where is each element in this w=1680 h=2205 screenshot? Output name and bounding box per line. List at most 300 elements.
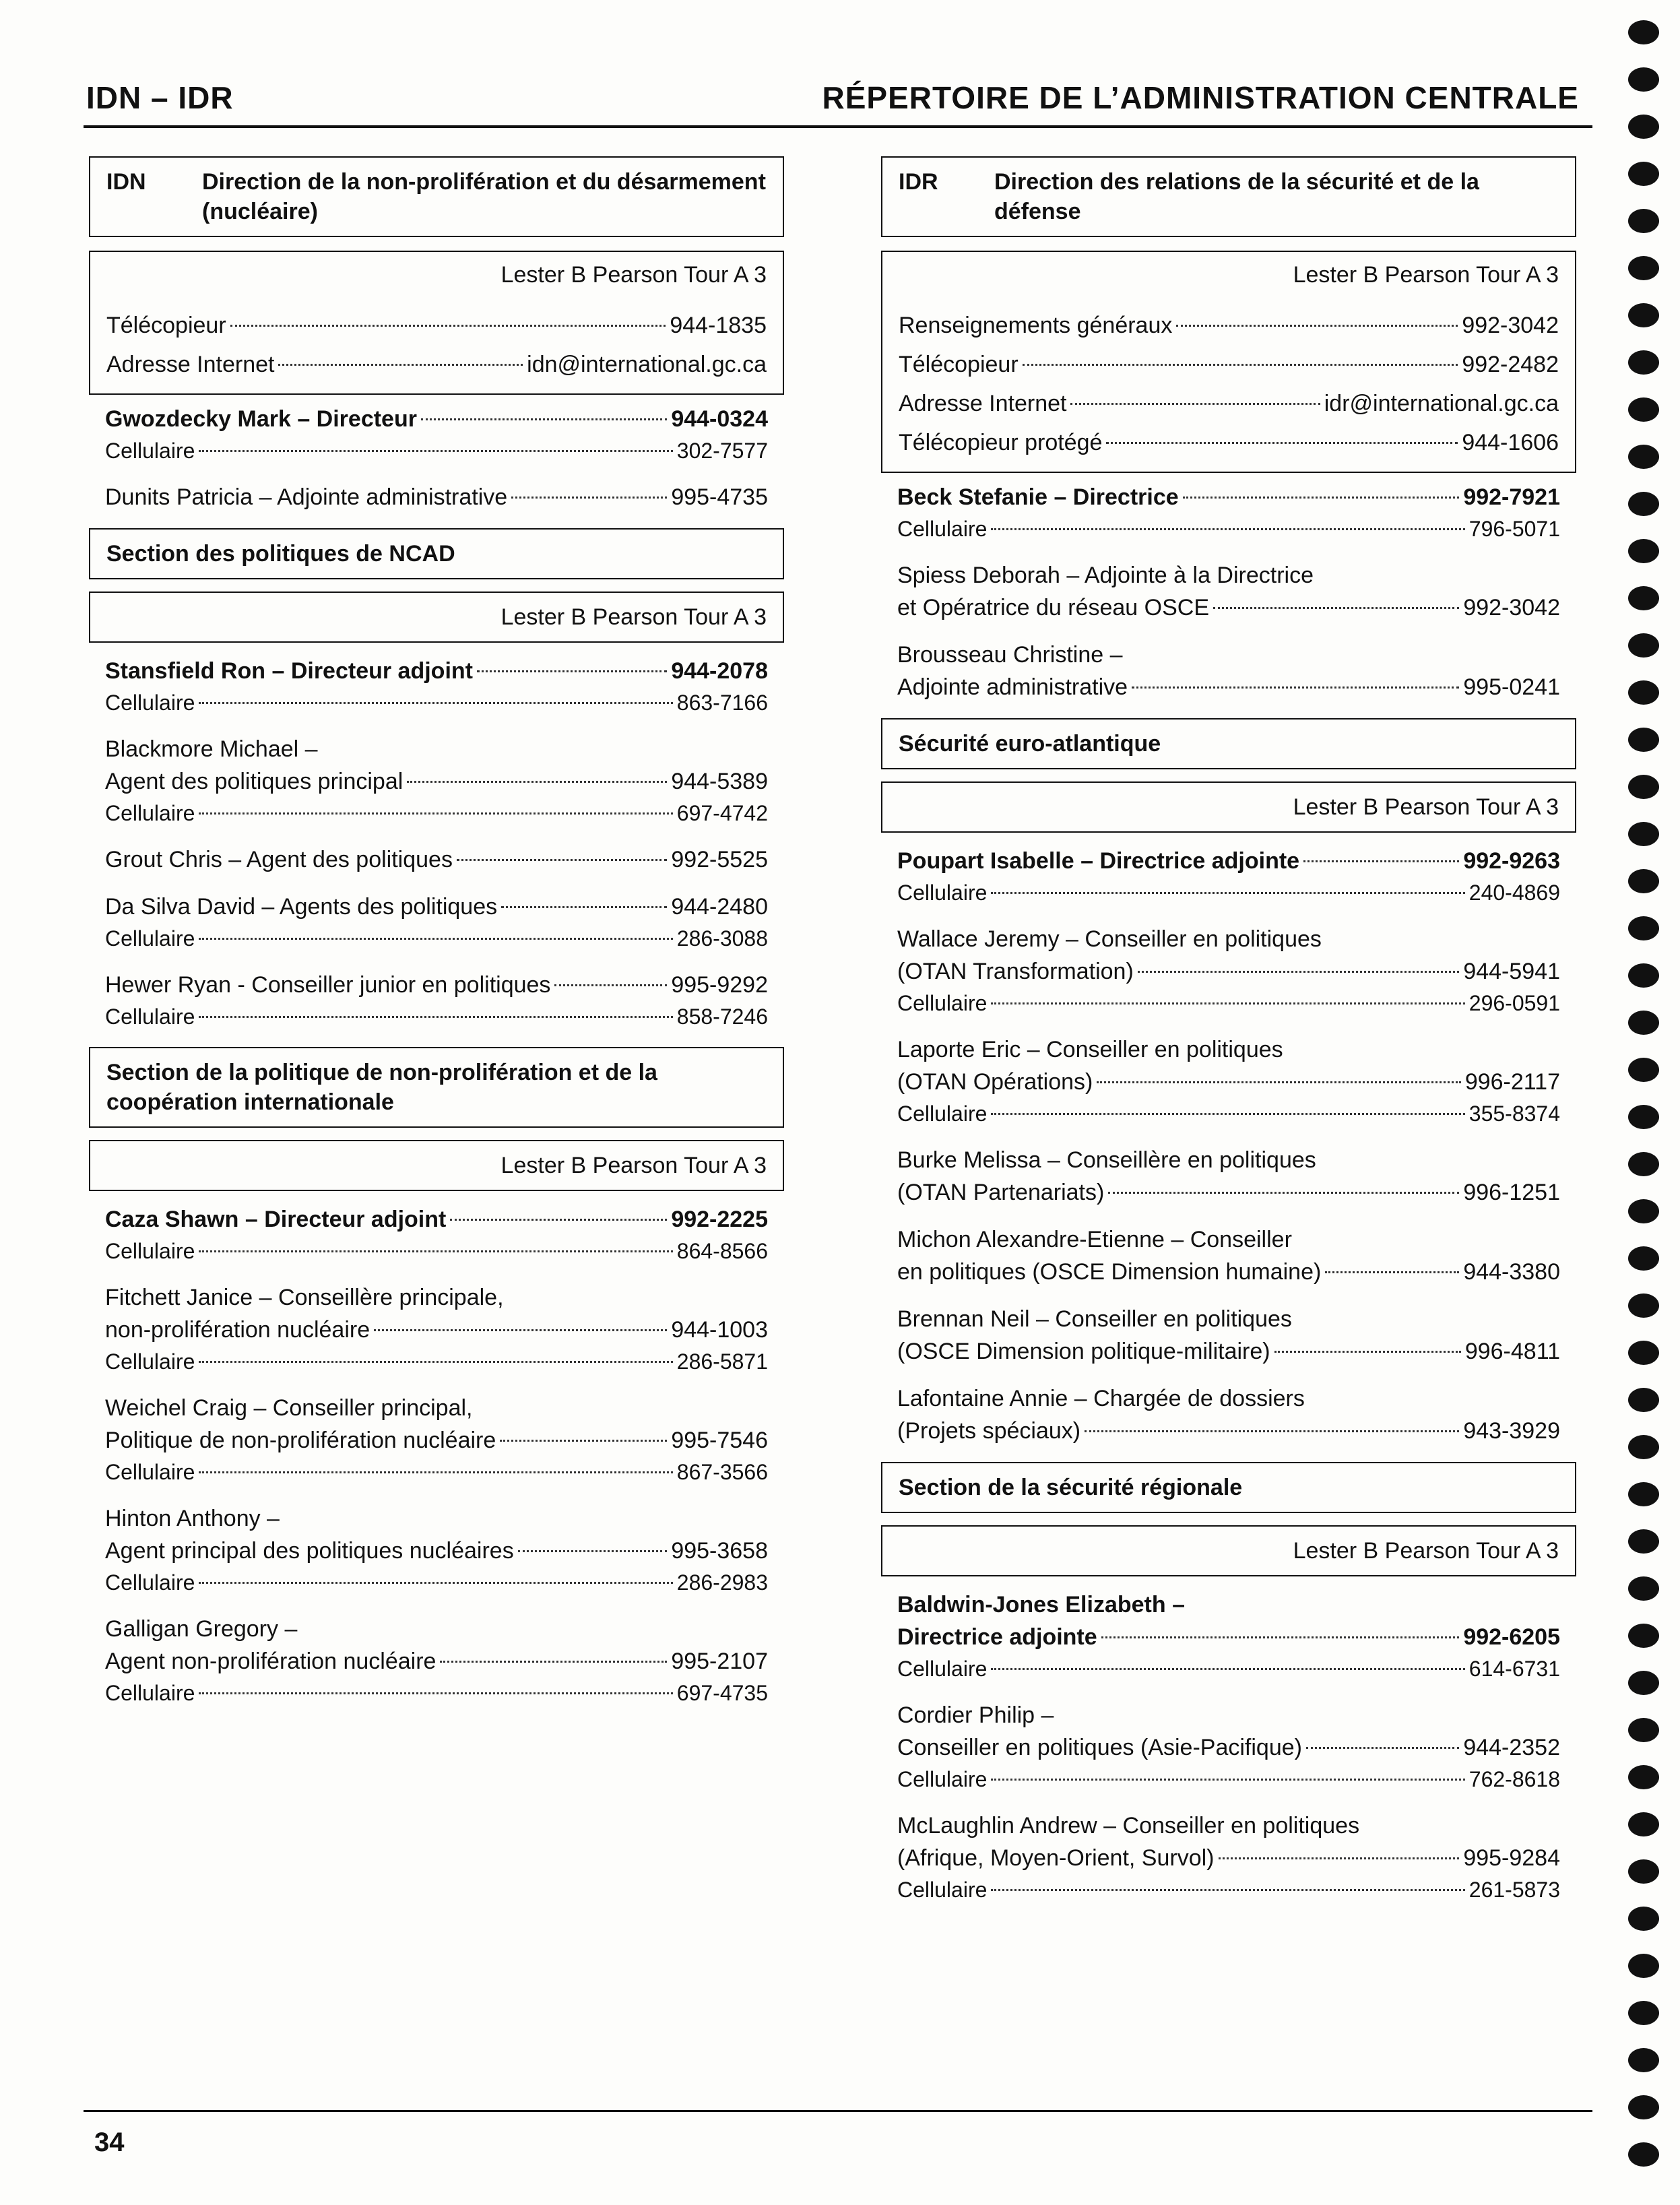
directory-entry <box>897 845 1560 908</box>
spiral-binding <box>1623 20 1664 2190</box>
section-building-box <box>881 1525 1576 1576</box>
dot-leader <box>199 702 672 704</box>
binding-hole <box>1628 1293 1659 1318</box>
cell-number: 867-3566 <box>676 1460 768 1484</box>
directory-entry <box>105 655 768 718</box>
dot-leader <box>374 1329 667 1331</box>
entry-name: Directrice adjointe <box>897 1624 1097 1650</box>
cell-row <box>105 687 768 718</box>
binding-hole <box>1628 1199 1659 1223</box>
dot-leader <box>991 1113 1464 1115</box>
binding-hole <box>1628 822 1659 846</box>
phone-number: 996-2117 <box>1464 1069 1560 1095</box>
cell-label: Cellulaire <box>105 1681 195 1705</box>
dot-leader <box>1097 1081 1461 1083</box>
page-header-left: IDN – IDR <box>86 80 234 115</box>
dot-leader <box>407 781 667 783</box>
cell-number: 286-2983 <box>676 1570 768 1595</box>
dot-leader <box>1023 364 1458 366</box>
entry-row <box>105 1535 768 1567</box>
phone-number: 944-3380 <box>1463 1259 1560 1285</box>
dot-leader <box>450 1219 667 1221</box>
phone-number: 995-7546 <box>671 1428 768 1453</box>
directory-entry <box>897 1144 1560 1209</box>
phone-number: 995-9292 <box>671 972 768 998</box>
unit-code: IDN <box>106 169 146 195</box>
phone-number: 944-0324 <box>671 406 768 432</box>
directory-entry <box>105 891 768 954</box>
dot-leader <box>199 1016 672 1018</box>
phone-number: 944-2480 <box>671 894 768 920</box>
contact-box <box>881 251 1576 473</box>
cell-row <box>105 1677 768 1708</box>
phone-number: 995-4735 <box>671 484 768 510</box>
cell-number: 286-3088 <box>676 926 768 951</box>
cell-number: 240-4869 <box>1468 881 1560 905</box>
directory-entry <box>105 1392 768 1488</box>
entry-list <box>89 655 784 1032</box>
dot-leader <box>991 528 1464 530</box>
entry-name-line: Brennan Neil – Conseiller en politiques <box>897 1306 1292 1332</box>
dot-leader <box>457 859 667 861</box>
binding-hole <box>1628 397 1659 422</box>
entry-row <box>105 1424 768 1457</box>
dot-leader <box>199 1250 672 1252</box>
entry-name: non-prolifération nucléaire <box>105 1317 370 1343</box>
directory-entry <box>105 1203 768 1267</box>
cell-row <box>105 1457 768 1488</box>
building-label: Lester B Pearson Tour A 3 <box>500 1153 767 1178</box>
entry-row <box>105 969 768 1001</box>
entry-row <box>897 1066 1560 1098</box>
dot-leader <box>199 1582 672 1584</box>
binding-hole <box>1628 1907 1659 1931</box>
entry-row <box>105 843 768 876</box>
cell-label: Cellulaire <box>897 1657 988 1681</box>
binding-hole <box>1628 256 1659 280</box>
dot-leader <box>199 1361 672 1363</box>
entry-list <box>881 1589 1576 1905</box>
building-label: Lester B Pearson Tour A 3 <box>500 262 767 288</box>
cell-label: Cellulaire <box>897 1878 988 1902</box>
dot-leader <box>199 1692 672 1694</box>
cell-label: Cellulaire <box>105 1239 195 1263</box>
cell-number: 762-8618 <box>1468 1767 1560 1791</box>
section-building-box <box>89 1140 784 1191</box>
cell-row <box>105 1236 768 1267</box>
entry-name: et Opératrice du réseau OSCE <box>897 595 1210 620</box>
entry-name: (OTAN Partenariats) <box>897 1180 1105 1205</box>
cell-label: Cellulaire <box>105 691 195 715</box>
binding-hole <box>1628 1435 1659 1459</box>
page-number: 34 <box>94 2128 125 2157</box>
entry-name: Conseiller en politiques (Asie-Pacifique) <box>897 1735 1302 1760</box>
section-title: Section de la sécurité régionale <box>881 1462 1576 1513</box>
dot-leader <box>991 1779 1464 1781</box>
binding-hole <box>1628 633 1659 658</box>
cell-row <box>897 1874 1560 1905</box>
unit-title-box <box>89 156 784 237</box>
entry-name: Stansfield Ron – Directeur adjoint <box>105 658 473 684</box>
entry-name-line: Michon Alexandre-Etienne – Conseiller <box>897 1227 1292 1252</box>
entry-name-line: Spiess Deborah – Adjointe à la Directrice <box>897 563 1314 588</box>
binding-hole <box>1628 1859 1659 1884</box>
contact-line <box>899 310 1559 341</box>
binding-hole <box>1628 1624 1659 1648</box>
binding-hole <box>1628 963 1659 988</box>
cell-number: 863-7166 <box>676 691 768 715</box>
binding-hole <box>1628 2142 1659 2167</box>
cell-number: 614-6731 <box>1468 1657 1560 1681</box>
phone-number: 996-4811 <box>1464 1339 1560 1364</box>
entry-name: Adjointe administrative <box>897 674 1128 700</box>
entry-list <box>881 481 1576 703</box>
contact-value: 944-1835 <box>670 313 767 338</box>
dot-leader <box>1274 1351 1461 1353</box>
dot-leader <box>421 418 667 420</box>
binding-hole <box>1628 728 1659 752</box>
cell-label: Cellulaire <box>897 517 988 541</box>
entry-name-line: Brousseau Christine – <box>897 642 1123 668</box>
binding-hole <box>1628 916 1659 940</box>
entry-name: Poupart Isabelle – Directrice adjointe <box>897 848 1300 874</box>
cell-number: 286-5871 <box>676 1349 768 1374</box>
dot-leader <box>991 892 1464 894</box>
entry-name: Caza Shawn – Directeur adjoint <box>105 1207 447 1232</box>
phone-number: 992-9263 <box>1463 848 1560 874</box>
phone-number: 944-5941 <box>1463 959 1560 984</box>
directory-entry <box>105 733 768 829</box>
section-title: Sécurité euro-atlantique <box>881 718 1576 769</box>
binding-hole <box>1628 1718 1659 1742</box>
cell-row <box>105 798 768 829</box>
entry-row <box>897 845 1560 877</box>
dot-leader <box>1303 860 1459 862</box>
dot-leader <box>1213 607 1459 609</box>
entry-list <box>89 403 784 513</box>
binding-hole <box>1628 1482 1659 1506</box>
directory-entry <box>897 923 1560 1019</box>
contact-line <box>899 427 1559 458</box>
directory-entry <box>897 1033 1560 1129</box>
entry-name: Agent principal des politiques nucléaires <box>105 1538 514 1564</box>
dot-leader <box>199 938 672 940</box>
binding-hole <box>1628 1954 1659 1978</box>
dot-leader <box>518 1550 668 1552</box>
contact-label: Télécopieur <box>899 352 1019 377</box>
cell-number: 697-4742 <box>676 801 768 825</box>
phone-number: 943-3929 <box>1463 1418 1560 1444</box>
contact-line <box>899 388 1559 419</box>
binding-hole <box>1628 20 1659 44</box>
directory-entry <box>897 1699 1560 1795</box>
section-building-box <box>881 781 1576 833</box>
binding-hole <box>1628 445 1659 469</box>
entry-row <box>105 1203 768 1236</box>
building-label: Lester B Pearson Tour A 3 <box>1293 794 1559 820</box>
directory-entry <box>105 481 768 513</box>
cell-row <box>897 513 1560 544</box>
contact-line <box>899 349 1559 380</box>
directory-entry <box>897 1589 1560 1684</box>
building-label: Lester B Pearson Tour A 3 <box>500 604 767 630</box>
binding-hole <box>1628 1671 1659 1695</box>
binding-hole <box>1628 1388 1659 1412</box>
entry-name: (OTAN Opérations) <box>897 1069 1093 1095</box>
contact-label: Adresse Internet <box>899 391 1067 416</box>
entry-row <box>105 655 768 687</box>
entry-name-line: Galligan Gregory – <box>105 1616 298 1642</box>
phone-number: 995-0241 <box>1463 674 1560 700</box>
cell-row <box>897 1653 1560 1684</box>
entry-row <box>897 955 1560 988</box>
entry-name-line: Weichel Craig – Conseiller principal, <box>105 1395 473 1421</box>
idn-column <box>89 156 784 1723</box>
cell-number: 858-7246 <box>676 1004 768 1029</box>
binding-hole <box>1628 1765 1659 1789</box>
cell-row <box>105 1001 768 1032</box>
directory-entry <box>105 1502 768 1598</box>
entry-row <box>105 481 768 513</box>
directory-entry <box>105 969 768 1032</box>
idr-column <box>881 156 1576 1920</box>
binding-hole <box>1628 1058 1659 1082</box>
entry-name-line: Burke Melissa – Conseillère en politiques <box>897 1147 1316 1173</box>
unit-title: Direction de la non-prolifération et du désarmement (nucléaire) <box>202 169 766 224</box>
directory-entry <box>897 559 1560 624</box>
entry-name-line: McLaughlin Andrew – Conseiller en politiques <box>897 1813 1360 1839</box>
section-building-box <box>89 592 784 643</box>
dot-leader <box>1101 1636 1460 1638</box>
cell-label: Cellulaire <box>105 1004 195 1029</box>
entry-row <box>897 1256 1560 1288</box>
cell-label: Cellulaire <box>897 1767 988 1791</box>
phone-number: 944-2078 <box>671 658 768 684</box>
entry-row <box>897 592 1560 624</box>
cell-number: 296-0591 <box>1468 991 1560 1015</box>
contact-value: idr@international.gc.ca <box>1324 391 1559 416</box>
directory-entry <box>105 1613 768 1708</box>
dot-leader <box>991 1889 1464 1891</box>
cell-label: Cellulaire <box>105 1570 195 1595</box>
cell-row <box>897 1764 1560 1795</box>
dot-leader <box>199 812 672 814</box>
binding-hole <box>1628 539 1659 563</box>
footer-rule <box>84 2110 1592 2112</box>
dot-leader <box>1106 442 1458 444</box>
directory-entry <box>897 1303 1560 1368</box>
entry-row <box>105 1314 768 1346</box>
cell-row <box>105 435 768 466</box>
contact-label: Télécopieur <box>106 313 226 338</box>
cell-row <box>897 988 1560 1019</box>
dot-leader <box>511 497 667 499</box>
contact-label: Renseignements généraux <box>899 313 1173 338</box>
binding-hole <box>1628 115 1659 139</box>
building-label: Lester B Pearson Tour A 3 <box>1293 1538 1559 1564</box>
entry-name: Grout Chris – Agent des politiques <box>105 847 453 872</box>
contact-value: 944-1606 <box>1462 430 1559 455</box>
cell-number: 697-4735 <box>676 1681 768 1705</box>
entry-list <box>881 845 1576 1447</box>
binding-hole <box>1628 680 1659 705</box>
entry-row <box>897 671 1560 703</box>
entry-name-line: Blackmore Michael – <box>105 736 318 762</box>
entry-row <box>897 1842 1560 1874</box>
phone-number: 992-7921 <box>1463 484 1560 510</box>
phone-number: 944-1003 <box>671 1317 768 1343</box>
contact-line <box>106 310 767 341</box>
entry-row <box>897 1176 1560 1209</box>
directory-entry <box>897 1810 1560 1905</box>
dot-leader <box>991 1668 1464 1670</box>
dot-leader <box>230 325 666 327</box>
phone-number: 996-1251 <box>1463 1180 1560 1205</box>
cell-label: Cellulaire <box>105 1349 195 1374</box>
dot-leader <box>991 1002 1464 1004</box>
unit-code: IDR <box>899 169 938 195</box>
directory-entry <box>105 843 768 876</box>
binding-hole <box>1628 67 1659 92</box>
directory-entry <box>897 1382 1560 1447</box>
cell-number: 355-8374 <box>1468 1101 1560 1126</box>
entry-name-line: Fitchett Janice – Conseillère principale, <box>105 1285 504 1310</box>
entry-name-line: Laporte Eric – Conseiller en politiques <box>897 1037 1283 1062</box>
entry-name: (Afrique, Moyen-Orient, Survol) <box>897 1845 1215 1871</box>
entry-row <box>897 1335 1560 1368</box>
dot-leader <box>1085 1430 1459 1432</box>
contact-value: 992-3042 <box>1462 313 1559 338</box>
dot-leader <box>554 984 667 986</box>
dot-leader <box>501 906 667 908</box>
directory-entry <box>897 481 1560 544</box>
entry-name: Politique de non-prolifération nucléaire <box>105 1428 496 1453</box>
binding-hole <box>1628 350 1659 375</box>
phone-number: 995-3658 <box>671 1538 768 1564</box>
binding-hole <box>1628 1576 1659 1601</box>
entry-name: Agent des politiques principal <box>105 769 403 794</box>
contact-box <box>89 251 784 395</box>
binding-hole <box>1628 586 1659 610</box>
dot-leader <box>199 450 672 452</box>
binding-hole <box>1628 1246 1659 1271</box>
entry-row <box>897 1731 1560 1764</box>
dot-leader <box>1108 1192 1459 1194</box>
cell-label: Cellulaire <box>897 1101 988 1126</box>
cell-label: Cellulaire <box>897 991 988 1015</box>
binding-hole <box>1628 1341 1659 1365</box>
entry-row <box>105 765 768 798</box>
entry-name-line: Hinton Anthony – <box>105 1506 280 1531</box>
entry-name-line: Baldwin-Jones Elizabeth – <box>897 1592 1185 1618</box>
dot-leader <box>278 364 523 366</box>
dot-leader <box>1183 497 1460 499</box>
entry-name: (Projets spéciaux) <box>897 1418 1081 1444</box>
dot-leader <box>1070 403 1320 405</box>
page-header-right: RÉPERTOIRE DE L’ADMINISTRATION CENTRALE <box>822 80 1579 115</box>
cell-label: Cellulaire <box>105 1460 195 1484</box>
entry-name: Agent non-prolifération nucléaire <box>105 1649 437 1674</box>
cell-label: Cellulaire <box>105 439 195 463</box>
entry-row <box>105 1645 768 1677</box>
dot-leader <box>477 670 667 672</box>
phone-number: 995-9284 <box>1463 1845 1560 1871</box>
contact-label: Adresse Internet <box>106 352 275 377</box>
building-label: Lester B Pearson Tour A 3 <box>1293 262 1559 288</box>
entry-name: Hewer Ryan - Conseiller junior en politiques <box>105 972 551 998</box>
cell-label: Cellulaire <box>105 801 195 825</box>
binding-hole <box>1628 2048 1659 2072</box>
binding-hole <box>1628 775 1659 799</box>
binding-hole <box>1628 303 1659 327</box>
binding-hole <box>1628 2001 1659 2025</box>
phone-number: 944-2352 <box>1463 1735 1560 1760</box>
cell-number: 796-5071 <box>1468 517 1560 541</box>
phone-number: 992-3042 <box>1463 595 1560 620</box>
section-title: Section des politiques de NCAD <box>89 528 784 579</box>
unit-title-box <box>881 156 1576 237</box>
dot-leader <box>1176 325 1458 327</box>
phone-number: 992-6205 <box>1463 1624 1560 1650</box>
entry-row <box>105 891 768 923</box>
contact-line <box>106 349 767 380</box>
phone-number: 992-5525 <box>671 847 768 872</box>
directory-entry <box>897 1223 1560 1288</box>
section-title: Section de la politique de non-prolifération et de la coopération internationale <box>89 1047 784 1128</box>
dot-leader <box>1325 1271 1459 1273</box>
binding-hole <box>1628 1529 1659 1554</box>
phone-number: 944-5389 <box>671 769 768 794</box>
cell-row <box>105 1567 768 1598</box>
phone-number: 995-2107 <box>671 1649 768 1674</box>
directory-entry <box>897 639 1560 703</box>
dot-leader <box>1138 971 1460 973</box>
directory-entry <box>105 1281 768 1377</box>
binding-hole <box>1628 2095 1659 2119</box>
binding-hole <box>1628 1152 1659 1176</box>
binding-hole <box>1628 1105 1659 1129</box>
dot-leader <box>1306 1747 1459 1749</box>
cell-number: 261-5873 <box>1468 1878 1560 1902</box>
entry-name: (OTAN Transformation) <box>897 959 1134 984</box>
entry-name: Gwozdecky Mark – Directeur <box>105 406 417 432</box>
entry-list <box>89 1203 784 1708</box>
entry-name: en politiques (OSCE Dimension humaine) <box>897 1259 1322 1285</box>
dot-leader <box>199 1471 672 1473</box>
entry-name: Beck Stefanie – Directrice <box>897 484 1179 510</box>
binding-hole <box>1628 162 1659 186</box>
binding-hole <box>1628 492 1659 516</box>
dot-leader <box>1132 686 1459 689</box>
phone-number: 992-2225 <box>671 1207 768 1232</box>
entry-name-line: Lafontaine Annie – Chargée de dossiers <box>897 1386 1305 1411</box>
contact-label: Télécopieur protégé <box>899 430 1103 455</box>
binding-hole <box>1628 869 1659 893</box>
header-rule <box>84 125 1592 128</box>
cell-label: Cellulaire <box>897 881 988 905</box>
binding-hole <box>1628 209 1659 233</box>
binding-hole <box>1628 1812 1659 1836</box>
entry-row <box>897 1621 1560 1653</box>
entry-name: Da Silva David – Agents des politiques <box>105 894 498 920</box>
cell-number: 302-7577 <box>676 439 768 463</box>
binding-hole <box>1628 1011 1659 1035</box>
cell-row <box>105 1346 768 1377</box>
cell-row <box>897 877 1560 908</box>
dot-leader <box>440 1661 667 1663</box>
cell-label: Cellulaire <box>105 926 195 951</box>
entry-name-line: Cordier Philip – <box>897 1702 1054 1728</box>
